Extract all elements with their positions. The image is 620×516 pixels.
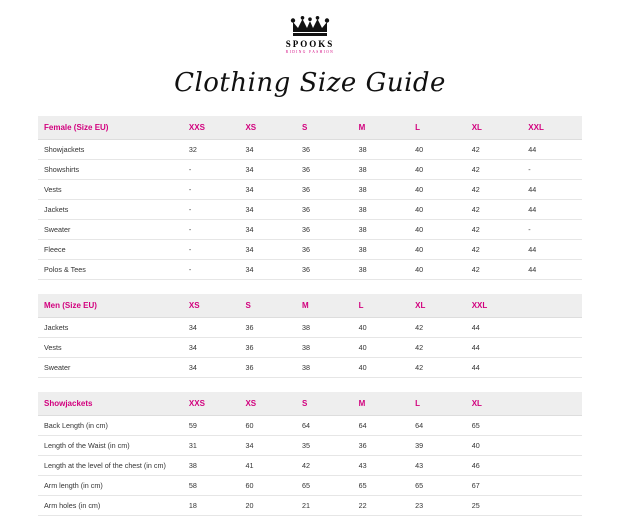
cell-value: - [185, 240, 242, 260]
cell-value: 36 [298, 180, 355, 200]
size-tables-container [38, 116, 582, 516]
cell-value: 40 [355, 358, 412, 378]
row-label: Showjackets [38, 140, 185, 160]
column-header: XS [241, 392, 298, 416]
cell-value: 34 [185, 338, 242, 358]
column-header: S [298, 116, 355, 140]
row-label: Jackets [38, 318, 185, 338]
cell-empty [524, 358, 582, 378]
column-header: L [411, 116, 468, 140]
cell-value: 34 [241, 200, 298, 220]
cell-value: - [185, 180, 242, 200]
cell-value: 65 [298, 476, 355, 496]
cell-value: 36 [241, 318, 298, 338]
cell-value: 40 [411, 160, 468, 180]
column-header: Female (Size EU) [38, 116, 185, 140]
cell-value: 34 [241, 260, 298, 280]
cell-empty [524, 416, 582, 436]
cell-value: 42 [411, 338, 468, 358]
column-header: Showjackets [38, 392, 185, 416]
cell-value: 44 [468, 338, 525, 358]
cell-value: 23 [411, 496, 468, 516]
cell-value: 38 [185, 456, 242, 476]
table-female-size-eu [38, 116, 582, 280]
column-header: S [241, 294, 298, 318]
table-showjackets-measurements [38, 392, 582, 516]
cell-value: 42 [411, 318, 468, 338]
cell-value: 42 [468, 220, 525, 240]
row-label: Jackets [38, 200, 185, 220]
cell-value: 46 [468, 456, 525, 476]
cell-value: 38 [298, 318, 355, 338]
cell-value: 34 [185, 318, 242, 338]
table-men-size-eu [38, 294, 582, 378]
cell-value: 40 [411, 200, 468, 220]
cell-value: 42 [468, 260, 525, 280]
cell-value: 18 [185, 496, 242, 516]
cell-value: 34 [185, 358, 242, 378]
cell-value: 59 [185, 416, 242, 436]
cell-value: 34 [241, 436, 298, 456]
cell-value: 44 [524, 180, 582, 200]
cell-value: 43 [411, 456, 468, 476]
cell-value: - [185, 220, 242, 240]
cell-value: 36 [298, 220, 355, 240]
row-label: Length of the Waist (in cm) [38, 436, 185, 456]
column-header: Men (Size EU) [38, 294, 185, 318]
cell-value: 34 [241, 220, 298, 240]
cell-value: 44 [524, 140, 582, 160]
table-row [38, 180, 582, 200]
cell-value: 34 [241, 240, 298, 260]
column-header: XXL [468, 294, 525, 318]
column-header: XL [468, 392, 525, 416]
row-label: Sweater [38, 358, 185, 378]
cell-value: 38 [355, 220, 412, 240]
row-label: Length at the level of the chest (in cm) [38, 456, 185, 476]
table-row [38, 496, 582, 516]
table-row [38, 160, 582, 180]
cell-empty [524, 496, 582, 516]
table-header-row [38, 116, 582, 140]
table-row [38, 260, 582, 280]
cell-value: 64 [298, 416, 355, 436]
row-label: Arm holes (in cm) [38, 496, 185, 516]
row-label: Showshirts [38, 160, 185, 180]
cell-value: 67 [468, 476, 525, 496]
cell-value: 35 [298, 436, 355, 456]
cell-value: 42 [468, 160, 525, 180]
cell-value: 36 [298, 260, 355, 280]
cell-empty [524, 476, 582, 496]
table-row [38, 476, 582, 496]
cell-value: 36 [355, 436, 412, 456]
column-header-empty [524, 392, 582, 416]
cell-value: 40 [411, 180, 468, 200]
table-row [38, 436, 582, 456]
cell-value: 38 [355, 160, 412, 180]
column-header: XXS [185, 392, 242, 416]
brand-name: SPOOKS [285, 39, 335, 49]
cell-value: 40 [355, 338, 412, 358]
table-header-row [38, 392, 582, 416]
table-row [38, 200, 582, 220]
cell-value: 38 [355, 240, 412, 260]
cell-value: 42 [468, 180, 525, 200]
table-row [38, 416, 582, 436]
cell-value: 42 [468, 200, 525, 220]
cell-value: 60 [241, 416, 298, 436]
cell-value: 58 [185, 476, 242, 496]
cell-value: - [185, 260, 242, 280]
cell-value: 34 [241, 140, 298, 160]
table-row [38, 220, 582, 240]
cell-value: 44 [524, 260, 582, 280]
table-row [38, 338, 582, 358]
cell-value: 38 [298, 358, 355, 378]
cell-value: 44 [524, 240, 582, 260]
table-row [38, 240, 582, 260]
row-label: Arm length (in cm) [38, 476, 185, 496]
page-title: Clothing Size Guide [174, 68, 446, 98]
cell-value: 31 [185, 436, 242, 456]
cell-value: 36 [298, 160, 355, 180]
cell-empty [524, 318, 582, 338]
cell-value: 44 [524, 200, 582, 220]
cell-value: 41 [241, 456, 298, 476]
column-header: XL [411, 294, 468, 318]
cell-value: - [524, 220, 582, 240]
cell-value: 42 [411, 358, 468, 378]
table-row [38, 140, 582, 160]
row-label: Vests [38, 180, 185, 200]
cell-value: 34 [241, 160, 298, 180]
cell-value: 38 [355, 260, 412, 280]
cell-value: 40 [411, 220, 468, 240]
cell-value: 60 [241, 476, 298, 496]
cell-value: 42 [468, 240, 525, 260]
crown-icon [289, 16, 331, 38]
column-header: XS [185, 294, 242, 318]
column-header: M [355, 116, 412, 140]
column-header: L [411, 392, 468, 416]
column-header: XL [468, 116, 525, 140]
cell-value: 40 [468, 436, 525, 456]
column-header: L [355, 294, 412, 318]
cell-value: 64 [411, 416, 468, 436]
row-label: Polos & Tees [38, 260, 185, 280]
row-label: Sweater [38, 220, 185, 240]
cell-value: - [185, 160, 242, 180]
cell-value: 40 [411, 140, 468, 160]
column-header: M [355, 392, 412, 416]
cell-value: 21 [298, 496, 355, 516]
table-row [38, 358, 582, 378]
cell-value: 25 [468, 496, 525, 516]
cell-value: 40 [411, 260, 468, 280]
cell-value: 38 [298, 338, 355, 358]
row-label: Vests [38, 338, 185, 358]
table-row [38, 318, 582, 338]
row-label: Fleece [38, 240, 185, 260]
cell-value: 36 [298, 240, 355, 260]
cell-value: 36 [298, 200, 355, 220]
cell-empty [524, 436, 582, 456]
cell-value: 36 [298, 140, 355, 160]
cell-value: 39 [411, 436, 468, 456]
cell-value: 38 [355, 140, 412, 160]
cell-value: 22 [355, 496, 412, 516]
column-header: XS [241, 116, 298, 140]
column-header: XXL [524, 116, 582, 140]
cell-value: 44 [468, 318, 525, 338]
column-header: M [298, 294, 355, 318]
column-header-empty [524, 294, 582, 318]
cell-value: 20 [241, 496, 298, 516]
cell-value: 65 [355, 476, 412, 496]
cell-value: 65 [468, 416, 525, 436]
cell-value: 42 [298, 456, 355, 476]
cell-value: - [185, 200, 242, 220]
brand-logo [0, 0, 620, 54]
cell-value: 38 [355, 200, 412, 220]
cell-value: 36 [241, 338, 298, 358]
cell-value: 36 [241, 358, 298, 378]
brand-tagline: RIDING FASHION [285, 50, 335, 54]
cell-value: 42 [468, 140, 525, 160]
column-header: S [298, 392, 355, 416]
cell-value: 34 [241, 180, 298, 200]
cell-value: 38 [355, 180, 412, 200]
cell-value: 32 [185, 140, 242, 160]
cell-value: 65 [411, 476, 468, 496]
cell-value: - [524, 160, 582, 180]
cell-value: 64 [355, 416, 412, 436]
cell-value: 44 [468, 358, 525, 378]
row-label: Back Length (in cm) [38, 416, 185, 436]
cell-empty [524, 338, 582, 358]
cell-value: 43 [355, 456, 412, 476]
cell-value: 40 [355, 318, 412, 338]
column-header: XXS [185, 116, 242, 140]
cell-value: 40 [411, 240, 468, 260]
table-header-row [38, 294, 582, 318]
